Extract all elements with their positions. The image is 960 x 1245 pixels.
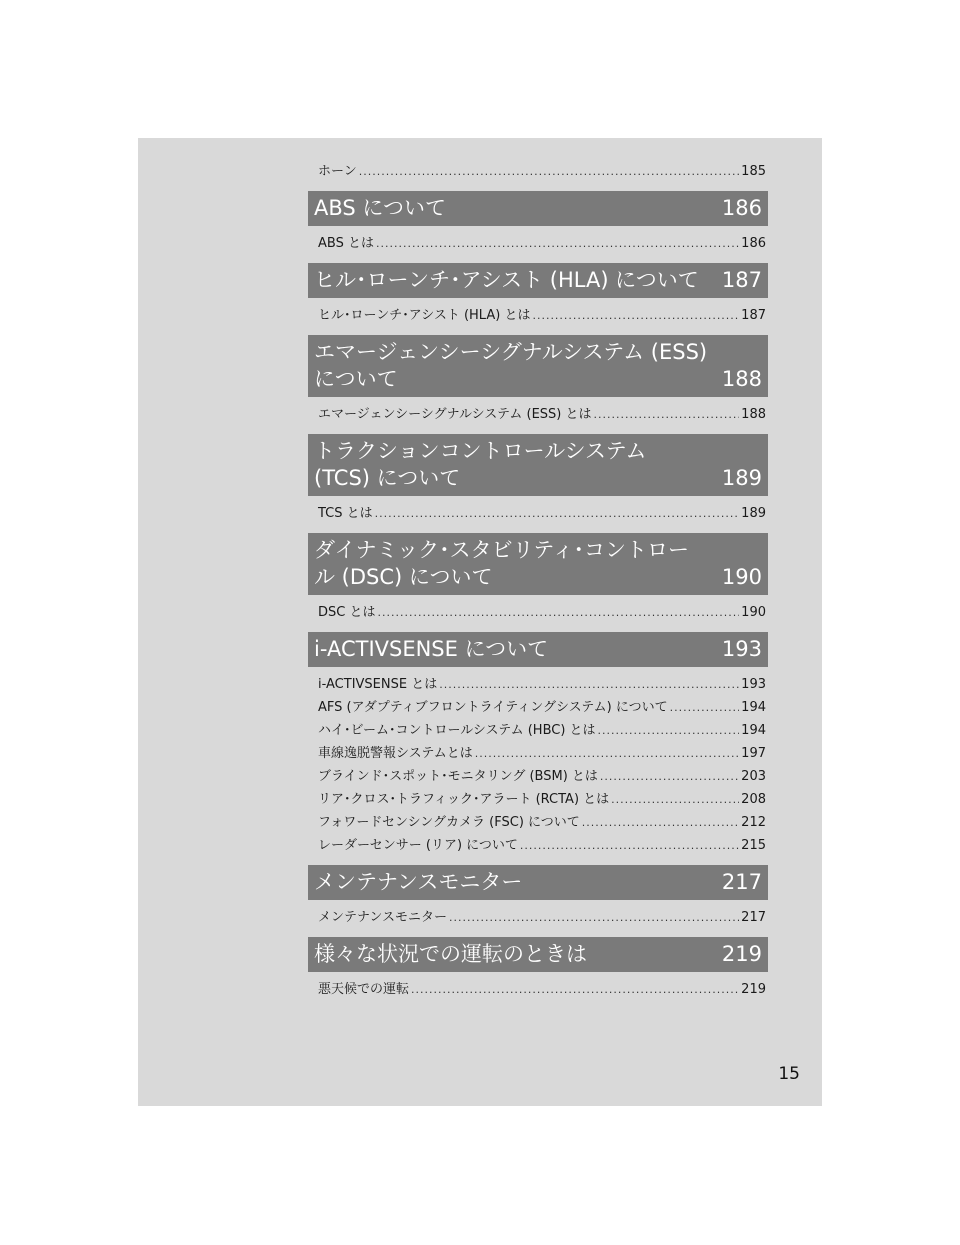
toc-entry[interactable] xyxy=(308,719,768,742)
section-header-maintenance-monitor[interactable] xyxy=(308,865,768,900)
entry-page: 190 xyxy=(741,605,766,620)
toc-entry[interactable] xyxy=(308,811,768,834)
toc-entry[interactable] xyxy=(308,788,768,811)
section-page: 189 xyxy=(721,466,762,490)
entry-page: 194 xyxy=(741,723,766,738)
section-page: 193 xyxy=(721,637,762,661)
dot-leader xyxy=(475,747,739,760)
entry-title: エマージェンシーシグナルシステム (ESS) とは xyxy=(318,407,592,422)
section-header-abs[interactable] xyxy=(308,191,768,226)
entry-title: メンテナンスモニター xyxy=(318,910,447,925)
toc-entry[interactable] xyxy=(308,304,768,327)
entry-page: 197 xyxy=(741,746,766,761)
entry-title: ブラインド･スポット･モニタリング (BSM) とは xyxy=(318,769,598,784)
section-title: ヒル･ローンチ･アシスト (HLA) について xyxy=(314,268,699,292)
section-header-dsc[interactable] xyxy=(308,533,768,595)
entry-page: 187 xyxy=(741,308,766,323)
entry-page: 188 xyxy=(741,407,766,422)
dot-leader xyxy=(594,408,740,421)
entry-title: TCS とは xyxy=(318,506,373,521)
dot-leader xyxy=(449,911,739,924)
entry-title: ヒル･ローンチ･アシスト (HLA) とは xyxy=(318,308,531,323)
entry-page: 215 xyxy=(741,838,766,853)
entry-page: 193 xyxy=(741,677,766,692)
section-page: 187 xyxy=(721,268,762,292)
entry-title: リア･クロス･トラフィック･アラート (RCTA) とは xyxy=(318,792,610,807)
toc-entry[interactable] xyxy=(308,673,768,696)
entry-page: 208 xyxy=(741,792,766,807)
entry-title: フォワードセンシングカメラ (FSC) について xyxy=(318,815,580,830)
toc-entry[interactable] xyxy=(308,978,768,1001)
dot-leader xyxy=(377,606,739,619)
section-title: 様々な状況での運転のときは xyxy=(314,942,587,966)
section-page: 190 xyxy=(721,565,762,589)
entry-page: 203 xyxy=(741,769,766,784)
toc-entry[interactable] xyxy=(308,502,768,525)
section-header-i-activsense[interactable] xyxy=(308,632,768,667)
section-header-ess[interactable] xyxy=(308,335,768,397)
dot-leader xyxy=(375,507,740,520)
section-page: 188 xyxy=(721,367,762,391)
dot-leader xyxy=(376,237,739,250)
entry-page: 194 xyxy=(741,700,766,715)
toc-entry[interactable] xyxy=(308,696,768,719)
toc-entry[interactable] xyxy=(308,232,768,255)
entry-page: 219 xyxy=(741,982,766,997)
section-header-driving-conditions[interactable] xyxy=(308,937,768,972)
toc-entry[interactable] xyxy=(308,742,768,765)
dot-leader xyxy=(670,701,740,714)
entry-title: レーダーセンサー (リア) について xyxy=(318,838,518,853)
toc-entry[interactable] xyxy=(308,834,768,857)
dot-leader xyxy=(611,793,739,806)
dot-leader xyxy=(411,983,739,996)
entry-page: 185 xyxy=(741,164,766,179)
section-title: トラクションコントロールシステム (TCS) について xyxy=(314,439,647,490)
section-page: 219 xyxy=(721,942,762,966)
section-title: エマージェンシーシグナルシステム (ESS) について xyxy=(314,340,708,391)
entry-title: 車線逸脱警報システムとは xyxy=(318,746,473,761)
entry-title: DSC とは xyxy=(318,605,376,620)
toc-entry[interactable] xyxy=(308,601,768,624)
entry-title: AFS (アダプティブフロントライティングシステム) について xyxy=(318,700,668,715)
entry-page: 189 xyxy=(741,506,766,521)
dot-leader xyxy=(582,816,739,829)
table-of-contents xyxy=(308,160,768,1001)
entry-title: ホーン xyxy=(318,164,357,179)
dot-leader xyxy=(439,678,739,691)
manual-page xyxy=(138,138,822,1106)
toc-entry[interactable] xyxy=(308,765,768,788)
entry-title: 悪天候での運転 xyxy=(318,982,410,997)
section-title: i-ACTIVSENSE について xyxy=(314,637,549,661)
dot-leader xyxy=(598,724,740,737)
page-number: 15 xyxy=(778,1064,800,1084)
toc-entry-horn[interactable] xyxy=(308,160,768,183)
entry-page: 212 xyxy=(741,815,766,830)
section-page: 217 xyxy=(721,870,762,894)
entry-title: ハイ･ビーム･コントロールシステム (HBC) とは xyxy=(318,723,596,738)
section-header-tcs[interactable] xyxy=(308,434,768,496)
section-title: ダイナミック･スタビリティ･コントロール (DSC) について xyxy=(314,538,690,589)
entry-page: 217 xyxy=(741,910,766,925)
dot-leader xyxy=(359,165,739,178)
entry-page: 186 xyxy=(741,236,766,251)
dot-leader xyxy=(600,770,739,783)
section-page: 186 xyxy=(721,196,762,220)
entry-title: i-ACTIVSENSE とは xyxy=(318,677,438,692)
section-title: メンテナンスモニター xyxy=(314,870,523,894)
toc-entry[interactable] xyxy=(308,403,768,426)
entry-title: ABS とは xyxy=(318,236,374,251)
section-header-hla[interactable] xyxy=(308,263,768,298)
dot-leader xyxy=(532,309,739,322)
toc-entry[interactable] xyxy=(308,906,768,929)
section-title: ABS について xyxy=(314,196,446,220)
dot-leader xyxy=(520,839,739,852)
